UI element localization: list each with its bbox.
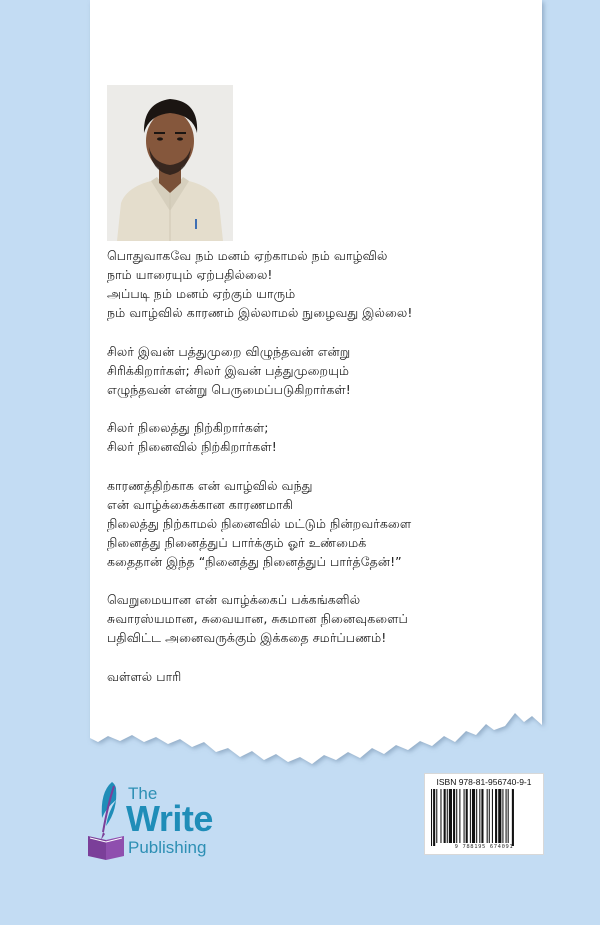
barcode-bar bbox=[506, 789, 507, 843]
barcode-bar bbox=[459, 789, 460, 843]
isbn-barcode bbox=[424, 773, 544, 855]
author-signature: வள்ளல் பாரி bbox=[107, 668, 182, 684]
text-line: பொதுவாகவே நம் மனம் ஏற்காமல் நம் வாழ்வில் bbox=[107, 248, 388, 263]
barcode-bar bbox=[431, 789, 432, 846]
barcode-bar bbox=[444, 789, 446, 843]
text-line: அப்படி நம் மனம் ஏற்கும் யாரும் bbox=[107, 286, 296, 301]
barcode-bar bbox=[447, 789, 448, 843]
text-line: சிரிக்கிறார்கள்; சிலர் இவன் பத்துமுறையும் bbox=[107, 362, 350, 378]
barcode-bar bbox=[440, 789, 441, 843]
barcode-bar bbox=[456, 789, 457, 843]
publisher-logo bbox=[86, 778, 236, 862]
barcode-bar bbox=[464, 789, 465, 843]
text-line: நாம் யாரையும் ஏற்பதில்லை! bbox=[107, 267, 273, 282]
barcode-bar bbox=[472, 789, 475, 843]
text-line: நிலைத்து நிற்காமல் நினைவில் மட்டும் நின்றவர்களை bbox=[107, 515, 412, 531]
barcode-bar bbox=[492, 789, 493, 843]
text-line: சிலர் இவன் பத்துமுறை விழுந்தவன் என்று bbox=[107, 343, 351, 359]
stanza-5 bbox=[107, 590, 527, 647]
barcode-bars bbox=[425, 774, 543, 854]
barcode-bar bbox=[512, 789, 514, 846]
barcode-bar bbox=[453, 789, 455, 843]
text-line: கதைதான் இந்த “நினைத்து நினைத்துப் பார்த்தேன்!” bbox=[107, 553, 402, 569]
stanza-4 bbox=[107, 476, 527, 571]
barcode-bar bbox=[495, 789, 497, 843]
barcode-bar bbox=[449, 789, 452, 843]
text-line: நம் வாழ்வில் காரணம் இல்லாமல் நுழைவது இல்லை! bbox=[107, 305, 413, 320]
quill-book-icon bbox=[86, 778, 130, 862]
logo-publishing: Publishing bbox=[128, 838, 207, 857]
barcode-bar bbox=[489, 789, 490, 843]
author-photo bbox=[107, 85, 233, 241]
text-line: என் வாழ்க்கைக்கான காரணமாகி bbox=[107, 496, 293, 512]
barcode-bar bbox=[479, 789, 480, 843]
logo-write: Write bbox=[126, 798, 213, 839]
barcode-bar bbox=[436, 789, 437, 843]
text-line: சிலர் நிலைத்து நிற்கிறார்கள்; bbox=[107, 420, 269, 435]
text-line: காரணத்திற்காக என் வாழ்வில் வந்து bbox=[107, 477, 313, 493]
text-line: சிலர் நினைவில் நிற்கிறார்கள்! bbox=[107, 439, 277, 454]
barcode-bar bbox=[470, 789, 471, 843]
barcode-digits: 9 788195 674091 bbox=[454, 844, 514, 850]
text-line: சுவாரஸ்யமான, சுவையான, சுகமான நினைவுகளைப் bbox=[107, 611, 408, 626]
barcode-bar bbox=[466, 789, 468, 843]
stanza-3 bbox=[107, 418, 527, 456]
barcode-bar bbox=[502, 789, 503, 843]
text-line: எழுந்தவன் என்று பெருமைப்படுகிறார்கள்! bbox=[107, 381, 351, 397]
barcode-bar bbox=[433, 789, 435, 846]
isbn-number: ISBN 978-81-956740-9-1 bbox=[436, 777, 532, 787]
text-line: வெறுமையான என் வாழ்க்கைப் பக்கங்களில் bbox=[107, 592, 361, 607]
barcode-bar bbox=[508, 789, 509, 843]
text-line: நினைத்து நினைத்துப் பார்க்கும் ஓர் உண்மைக் bbox=[107, 534, 367, 550]
barcode-bar bbox=[498, 789, 501, 843]
stanza-2 bbox=[107, 342, 527, 399]
logo-the: The bbox=[128, 784, 158, 803]
blurb-text bbox=[107, 246, 527, 686]
barcode-bar bbox=[476, 789, 477, 843]
barcode-bar bbox=[487, 789, 488, 843]
barcode-bar bbox=[481, 789, 483, 843]
text-line: பதிவிட்ட அனைவருக்கும் இக்கதை சமர்ப்பணம்! bbox=[107, 630, 387, 645]
stanza-1 bbox=[107, 246, 527, 322]
